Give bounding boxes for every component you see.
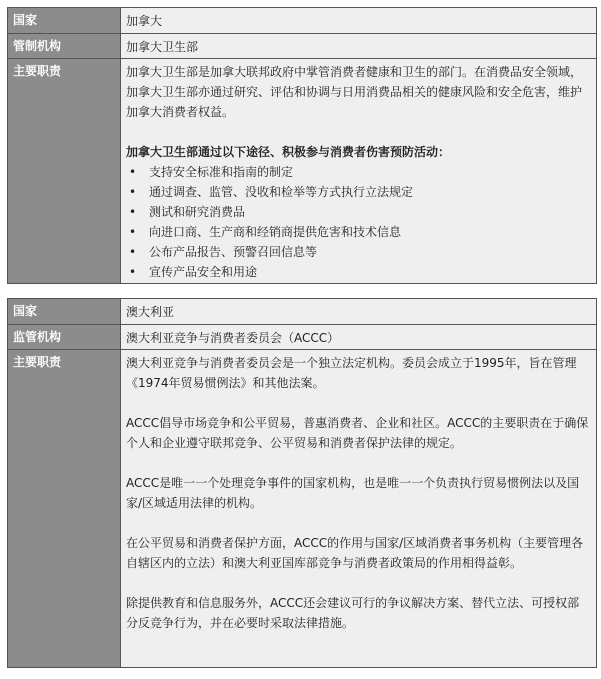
paragraph: 澳大利亚竞争与消费者委员会是一个独立法定机构。委员会成立于1995年，旨在管理《1974年贸易惯例法》和其他法案。	[126, 356, 577, 390]
activities-title: 加拿大卫生部通过以下途径、积极参与消费者伤害预防活动：	[126, 145, 451, 159]
list-item: • 测试和研究消费品	[126, 202, 591, 222]
list-item: • 向进口商、生产商和经销商提供危害和技术信息	[126, 222, 591, 242]
list-item: • 公布产品报告、预警召回信息等	[126, 242, 591, 262]
list-item: • 通过调查、监管、没收和检举等方式执行立法规定	[126, 182, 591, 202]
duty-content	[121, 59, 597, 284]
paragraph: 除提供教育和信息服务外，ACCC还会建议可行的争议解决方案、替代立法、可授权部分反竞争行为，并在必要时采取法律措施。	[126, 596, 580, 630]
australia-table	[7, 298, 597, 668]
country-value: 加拿大	[121, 8, 597, 34]
paragraph: ACCC是唯一一个处理竞争事件的国家机构，也是唯一一个负责执行贸易惯例法以及国家/区域适用法律的机构。	[126, 476, 580, 510]
agency-value: 加拿大卫生部	[121, 34, 597, 59]
agency-label: 管制机构	[8, 34, 121, 59]
country-label: 国家	[8, 8, 121, 34]
canada-table	[7, 7, 597, 284]
duty-label: 主要职责	[8, 59, 121, 284]
paragraph: ACCC倡导市场竞争和公平贸易，普惠消费者、企业和社区。ACCC的主要职责在于确保个人和企业遵守联邦竞争、公平贸易和消费者保护法律的规定。	[126, 416, 589, 450]
list-item: • 支持安全标准和指南的制定	[126, 162, 591, 182]
country-value: 澳大利亚	[121, 299, 597, 325]
duty-content	[121, 350, 597, 668]
list-item: • 宣传产品安全和用途	[126, 262, 591, 282]
canada-intro: 加拿大卫生部是加拿大联邦政府中掌管消费者健康和卫生的部门。在消费品安全领域，加拿大卫生部亦通过研究、评估和协调与日用消费品相关的健康风险和安全危害，维护加拿大消费者权益。	[126, 65, 583, 119]
activities-list	[126, 162, 591, 282]
paragraph: 在公平贸易和消费者保护方面，ACCC的作用与国家/区域消费者事务机构（主要管理各自辖区内的立法）和澳大利亚国库部竞争与消费者政策局的作用相得益彰。	[126, 536, 584, 570]
duty-label: 主要职责	[8, 350, 121, 668]
agency-value: 澳大利亚竞争与消费者委员会（ACCC）	[121, 325, 597, 350]
agency-label: 监管机构	[8, 325, 121, 350]
country-label: 国家	[8, 299, 121, 325]
